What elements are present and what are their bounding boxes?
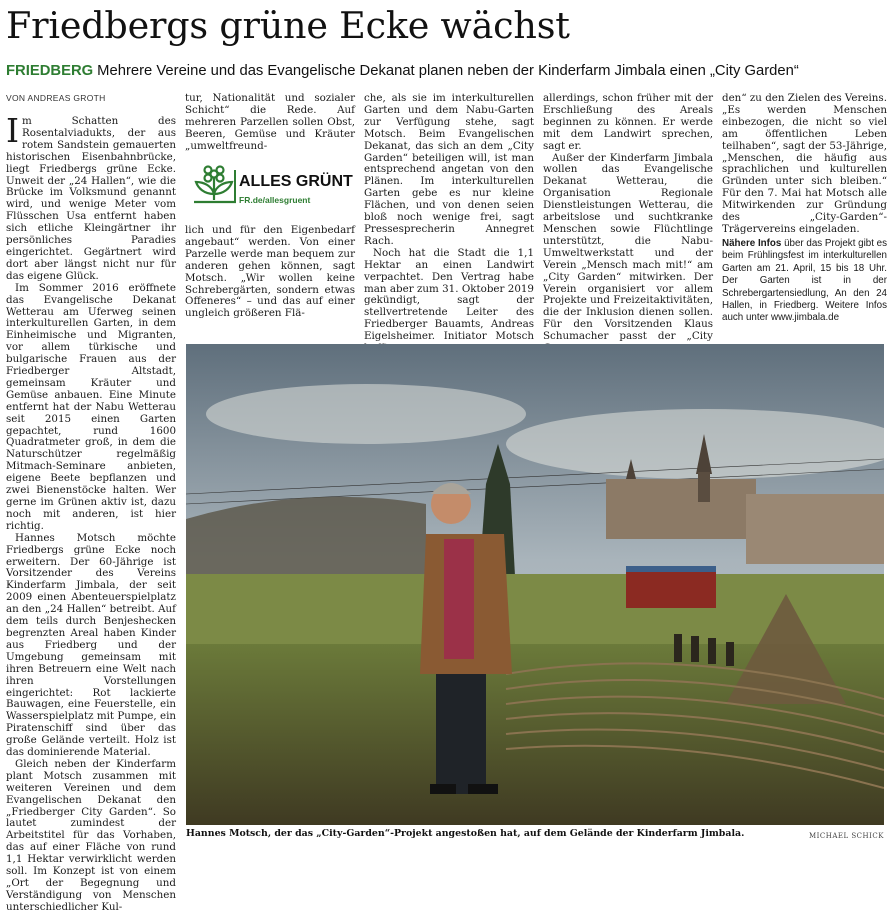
drop-cap: I xyxy=(6,111,20,150)
paragraph: Gleich neben der Kinderfarm plant Motsch zusammen mit weiteren Vereinen und dem Evangelischen Dekanat den „Friedberger City Garden“. So lautet zumindest der Arbeitstitel für das Vorhaben, das auf einer Fläche von rund 1,1 Hektar verwirklicht werden soll. Im Konzept ist von einem „Ort der Begegnung und Verständigung von Menschen unterschiedlicher Kul- xyxy=(6,757,176,913)
location-kicker: FRIEDBERG xyxy=(6,63,94,79)
article-column-4 xyxy=(543,93,713,355)
paragraph: Hannes Motsch möchte Friedbergs grüne Ecke noch erweitern. Der 60-Jährige ist Vorsitzender des Vereins Kinderfarm Jimbala, der seit 2009 einen Abenteuerspielplatz an den „24 Hallen“ betreibt. Auf dem teils durch Benjeshecken begrenzten Areal haben Kinder aus Friedberg und der Umgebung gemeinsam mit ihren Betreuern eine Welt nach ihren Vorstellungen eingerichtet: Rot lackierte Bauwagen, eine Feuerstelle, ein Wasserspielplatz mit Pumpe, ein Piratenschiff sind über das große Gelände verteilt. Holz ist das dominierende Material. xyxy=(6,531,176,759)
article-column-3 xyxy=(364,93,534,355)
headline: Friedbergs grüne Ecke wächst xyxy=(6,4,570,47)
alles-gruent-badge[interactable] xyxy=(188,160,353,210)
photo-caption: Hannes Motsch, der das „City-Garden“-Projekt angestoßen hat, auf dem Gelände der Kinderfarm Jimbala. xyxy=(186,828,745,839)
paragraph: Noch hat die Stadt die 1,1 Hektar an einen Landwirt verpachtet. Den Vertrag habe man aber zum 31. Oktober 2019 gekündigt, sagt der stellvertretende Leiter des Friedberger Bauamts, Andreas Eigelsheimer. Initiator Motsch xyxy=(364,246,534,343)
subheadline xyxy=(6,60,890,82)
article-column-2-bottom xyxy=(185,225,355,320)
info-lead: Nähere Infos xyxy=(722,238,782,249)
badge-label: ALLES GRÜNT xyxy=(239,173,353,190)
article-column-2-top xyxy=(185,93,355,153)
paragraph: lich und für den Eigenbedarf angebaut“ werden. Von einer Parzelle werde man bequem zur anderen gehen können, sagt Motsch. „Wir wollen keine Schrebergärten, sondern etwas Offeneres“ – und das auf einer ungleich größeren Flä- xyxy=(185,224,355,320)
subheadline-text: Mehrere Vereine und das Evangelische Dekanat planen neben der Kinderfarm Jimbala einen „City Garden“ xyxy=(97,63,799,79)
paragraph: che, als sie im interkulturellen Garten und dem Nabu-Garten zur Verfügung stehe, sagt Motsch. Beim Evangelischen Dekanat, das sich an dem „City Garden“ beteiligen will, ist man entsprechend angetan von den Plänen. Im interkulturellen Garten gebe es nur kleine Flächen, und von denen seien bloß noch wenige frei, sagt Pressesprecherin Annegret Rach. xyxy=(364,92,534,247)
photo-credit: MICHAEL SCHICK xyxy=(808,832,884,840)
paragraph: Im Sommer 2016 eröffnete das Evangelische Dekanat Wetterau am Uferweg seinen interkulturellen Garten, in dem Einheimische und Migranten, vor allem türkische und bulgarische Frauen aus der Friedberger Altstadt, gemeinsam Kräuter und Gemüse anbauen. Eine Minute entfernt hat der Nabu Wetterau seit 2015 einen Garten gepachtet, rund 1600 Quadratmeter groß, in dem die Naturschützer regelmäßig Mitmach-Seminare anbieten, eigene Beete bepflanzen und zwei Bienenstöcke halten. Wer gerne im Grünen aktiv ist, dazu noch mit anderen, ist hier richtig. xyxy=(6,281,176,532)
flower-icon xyxy=(190,164,238,208)
badge-link[interactable]: FR.de/allesgruent xyxy=(239,195,311,205)
article-column-1 xyxy=(6,111,176,914)
paragraph: m Schatten des Rosentalviadukts, der aus rotem Sandstein gemauerten historischen Eisenbahnbrücke, liegt Friedbergs grüne Ecke. Unweit der „24 Hallen“, wie die Brücke im Volksmund genannt wird, und wenige Meter vom Flüsschen Usa entfernt haben sich etliche Kleingärtner ihr persönliches Paradies eingerichtet. Gegärtnert wird dort aber längst nicht nur für das eigene Glück. xyxy=(6,115,176,282)
article-column-5 xyxy=(722,93,887,236)
paragraph: allerdings, schon früher mit der Erschließung des Areals beginnen zu können. Er werde mit dem Landwirt sprechen, sagt er. xyxy=(543,92,713,152)
paragraph: Außer der Kinderfarm Jimbala wollen das Evangelische Dekanat Wetterau, die Organisation Regionale Dienstleistungen Wetterau, die arbeitslose und suchtkranke Menschen sowie Flüchtlinge unterstützt, die Nabu-Umweltwerkstatt und der Verein „Mensch mach mit!“ am „City Garden“ mitwirken. Der Verein organisiert vor allem Projekte und Freizeitaktivitäten, die der Inklusion dienen sollen. Für den Vorsitzenden Klaus Schumacher passt der „City xyxy=(543,151,713,343)
photo-illustration xyxy=(186,344,884,825)
info-box xyxy=(722,238,887,325)
paragraph: den“ zu den Zielen des Vereins. „Es werden Menschen einbezogen, die nicht so viel am öffentlichen Leben teilhaben“, sagt der 53-Jährige, „Menschen, die häufig aus sprachlichen und kulturellen Gründen unter sich bleiben.“ Für den 7. Mai hat Motsch alle Mitwirkenden zur Gründung des „City-Garden“-Trägervereins eingeladen. xyxy=(722,92,887,235)
badge-divider xyxy=(234,170,236,202)
article-photo xyxy=(186,344,884,825)
byline: VON ANDREAS GROTH xyxy=(6,93,106,103)
paragraph: tur, Nationalität und sozialer Schicht“ die Rede. Auf mehreren Parzellen sollen Obst, Beeren, Gemüse und Kräuter „umweltfreund- xyxy=(185,92,355,152)
info-text: über das Projekt gibt es beim Frühlingsfest im interkulturellen Garten am 21. April, 15 bis 18 Uhr. Der Garten ist in der Schrebergartensiedlung, An den 24 Hallen, in Friedberg. Weitere Infos auch unter www.jimbala.de xyxy=(722,238,888,324)
